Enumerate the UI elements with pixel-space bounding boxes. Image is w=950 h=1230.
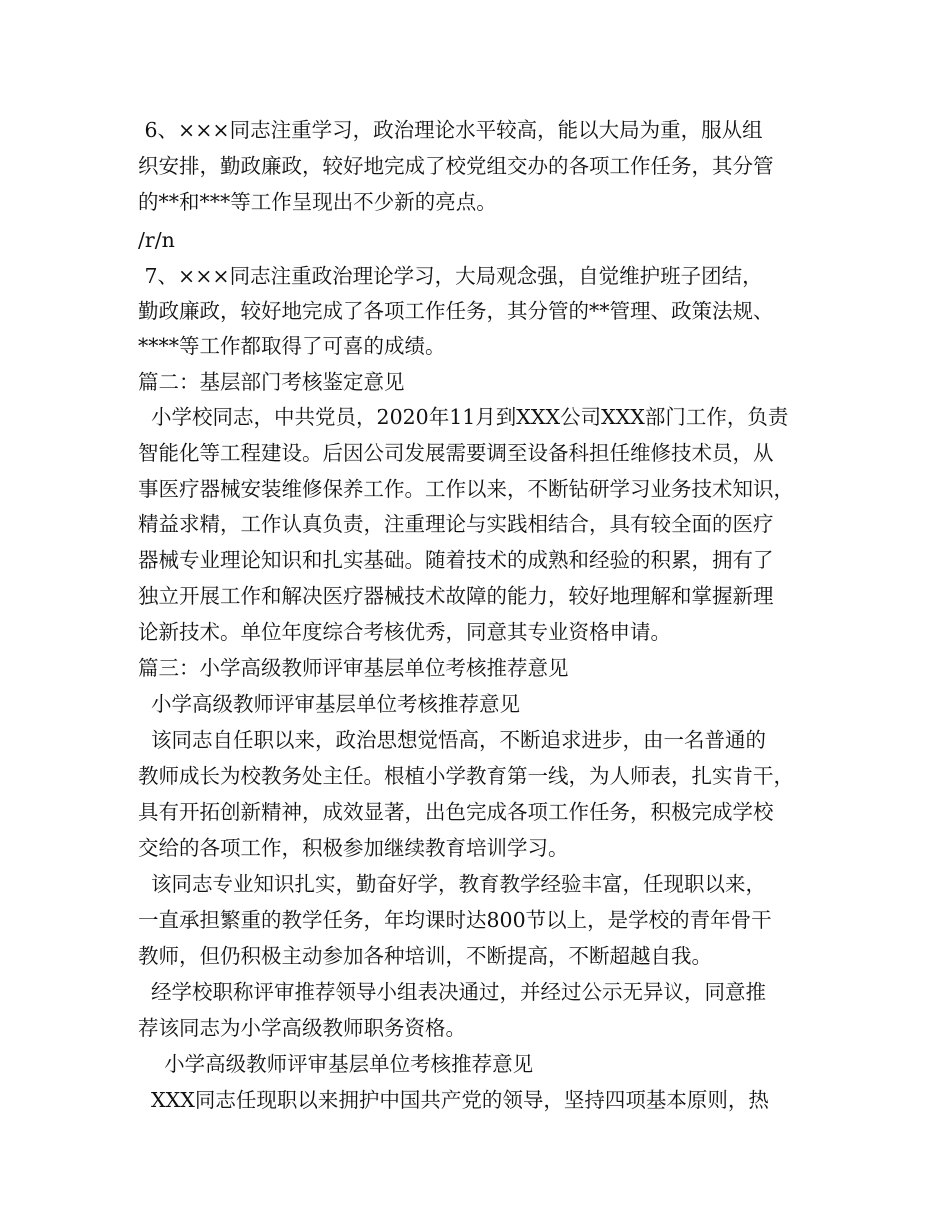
text-line: 交给的各项工作，积极参加继续教育培训学习。 bbox=[138, 836, 569, 860]
text-line: 论新技术。单位年度综合考核优秀，同意其专业资格申请。 bbox=[138, 620, 671, 644]
text-line: 6、×××同志注重学习，政治理论水平较高，能以大局为重，服从组 bbox=[138, 118, 763, 142]
text-line: 精益求精，工作认真负责，注重理论与实践相结合，具有较全面的医疗 bbox=[138, 512, 774, 536]
text-line: ****等工作都取得了可喜的成绩。 bbox=[138, 334, 446, 358]
text-line: 具有开拓创新精神，成效显著，出色完成各项工作任务，积极完成学校 bbox=[138, 800, 774, 824]
text-line: 经学校职称评审推荐领导小组表决通过，并经过公示无异议，同意推 bbox=[138, 980, 767, 1004]
text-line: 事医疗器械安装维修保养工作。工作以来，不断钻研学习业务技术知识， bbox=[138, 477, 794, 501]
text-line: 智能化等工程建设。后因公司发展需要调至设备科担任维修技术员，从 bbox=[138, 441, 774, 465]
subheading: 小学高级教师评审基层单位考核推荐意见 bbox=[138, 692, 521, 716]
text-line: 教师，但仍积极主动参加各种培训，不断提高，不断超越自我。 bbox=[138, 944, 712, 968]
text-line: XXX同志任现职以来拥护中国共产党的领导，坚持四项基本原则，热 bbox=[138, 1088, 769, 1112]
text-line: 的**和***等工作呈现出不少新的亮点。 bbox=[138, 190, 497, 214]
text-line: 小学校同志，中共党员，2020年11月到XXX公司XXX部门工作，负责 bbox=[138, 405, 789, 429]
text-line: 一直承担繁重的教学任务，年均课时达800节以上，是学校的青年骨干 bbox=[138, 908, 772, 932]
text-line: 荐该同志为小学高级教师职务资格。 bbox=[138, 1016, 466, 1040]
text-line: 7、×××同志注重政治理论学习，大局观念强，自觉维护班子团结， bbox=[138, 264, 763, 288]
text-line: 器械专业理论知识和扎实基础。随着技术的成熟和经验的积累，拥有了 bbox=[138, 548, 774, 572]
text-line: 教师成长为校教务处主任。根植小学教育第一线，为人师表，扎实肯干， bbox=[138, 764, 794, 788]
text-line: 该同志自任职以来，政治思想觉悟高，不断追求进步，由一名普通的 bbox=[138, 728, 767, 752]
text-line: /r/n bbox=[138, 228, 175, 252]
text-line: 织安排，勤政廉政，较好地完成了校党组交办的各项工作任务，其分管 bbox=[138, 154, 774, 178]
section-heading: 篇二：基层部门考核鉴定意见 bbox=[138, 370, 405, 394]
text-line: 勤政廉政，较好地完成了各项工作任务，其分管的**管理、政策法规、 bbox=[138, 299, 774, 323]
text-line: 独立开展工作和解决医疗器械技术故障的能力，较好地理解和掌握新理 bbox=[138, 584, 774, 608]
text-line: 该同志专业知识扎实，勤奋好学，教育教学经验丰富，任现职以来， bbox=[138, 872, 767, 896]
section-heading: 篇三：小学高级教师评审基层单位考核推荐意见 bbox=[138, 656, 569, 680]
subheading: 小学高级教师评审基层单位考核推荐意见 bbox=[138, 1052, 534, 1076]
